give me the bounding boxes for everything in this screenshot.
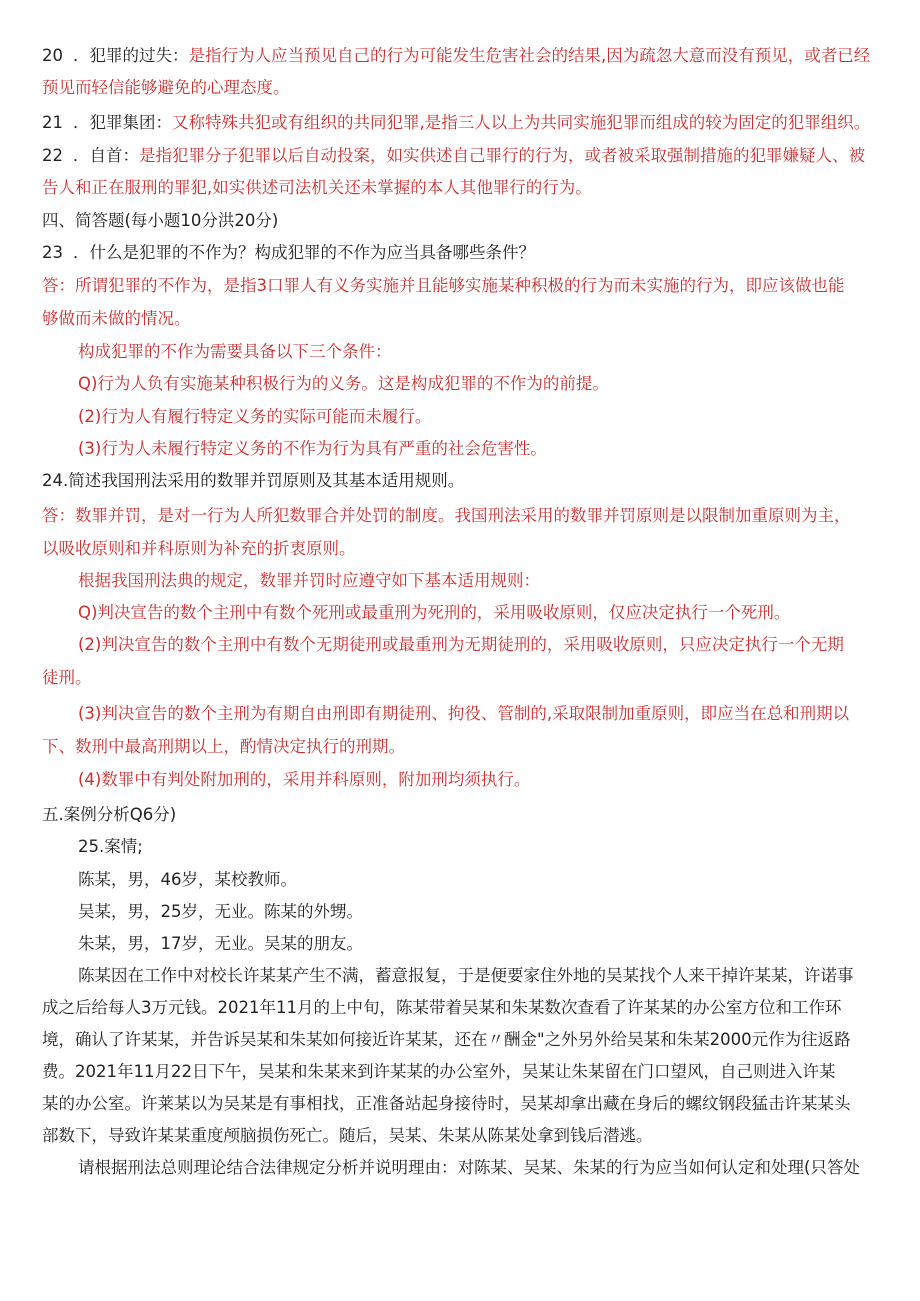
q22-term: ．自首： <box>73 146 139 165</box>
q21-term: ．犯罪集团： <box>73 113 172 132</box>
q23-answer-line3: 构成犯罪的不作为需要具备以下三个条件： <box>78 342 392 361</box>
q24-rule-3a: (3)判决宣告的数个主刑为有期自由刑即有期徒刑、拘役、管制的,采取限制加重原则，即应当在总和刑期以 <box>78 704 850 723</box>
case-story-line3: 境，确认了许某某，并告诉吴某和朱某如何接近许某某，还在〃酬金"之外另外给吴某和朱某2000元作为往返路 <box>42 1030 851 1049</box>
q24-rule-1: Q)判决宣告的数个主刑中有数个死刑或最重刑为死刑的，采用吸收原则，仅应决定执行一个死刑。 <box>78 603 791 622</box>
q23-condition-3: (3)行为人未履行特定义务的不作为行为具有严重的社会危害性。 <box>78 439 547 458</box>
q20-line2: 预见而轻信能够避免的心理态度。 <box>42 78 290 97</box>
q21-definition: 又称特殊共犯或有组织的共同犯罪,是指三人以上为共同实施犯罪而组成的较为固定的犯罪组织。 <box>172 113 871 132</box>
q22-definition: 是指犯罪分子犯罪以后自动投案，如实供述自己罪行的行为，或者被采取强制措施的犯罪嫌疑人、被 <box>139 146 865 165</box>
case-person-1: 陈某，男，46岁，某校教师。 <box>78 870 297 889</box>
section-4-heading: 四、简答题(每小题10分洪20分) <box>42 211 279 230</box>
q24-answer-line2: 以吸收原则和并科原则为补充的折衷原则。 <box>42 539 356 558</box>
case-story-line5: 某的办公室。许莱某以为吴某是有事相找，正准备站起身接待时，吴某却拿出藏在身后的螺纹钢段猛击许某某头 <box>42 1094 851 1113</box>
q20-definition: 是指行为人应当预见自己的行为可能发生危害社会的结果,因为疏忽大意而没有预见，或者已经 <box>188 46 871 65</box>
q24-answer-line1: 答：数罪并罚，是对一行为人所犯数罪合并处罚的制度。我国刑法采用的数罪并罚原则是以限制加重原则为主， <box>42 506 851 525</box>
q23-number: 23 <box>42 243 63 262</box>
q20-line1 <box>42 45 870 67</box>
case-story-line4: 费。2021年11月22日下午，吴某和朱某来到许某某的办公室外，吴某让朱某留在门口望风，自己则进入许某 <box>42 1062 836 1081</box>
case-person-3: 朱某，男，17岁，无业。吴某的朋友。 <box>78 934 363 953</box>
q23-answer-line2: 够做而未做的情况。 <box>42 309 191 328</box>
q23-condition-2: (2)行为人有履行特定义务的实际可能而未履行。 <box>78 407 432 426</box>
q23-question <box>42 242 535 264</box>
q24-rule-3b: 下、数刑中最高刑期以上，酌情决定执行的刑期。 <box>42 737 405 756</box>
case-person-2: 吴某，男，25岁，无业。陈某的外甥。 <box>78 902 363 921</box>
q21-number: 21 <box>42 113 63 132</box>
section-5-heading: 五.案例分析Q6分) <box>42 805 177 824</box>
case-story-line2: 成之后给每人3万元钱。2021年11月的上中旬，陈某带着吴某和朱某数次查看了许某某的办公室方位和工作环 <box>42 998 842 1017</box>
case-story-line1: 陈某因在工作中对校长许某某产生不满，蓄意报复，于是便要家住外地的吴某找个人来干掉许某某，许诺事 <box>78 966 854 985</box>
q21-line1 <box>42 112 870 134</box>
case-title: 25.案情; <box>78 837 143 856</box>
q20-term: ．犯罪的过失： <box>73 46 189 65</box>
q24-question: 24.简述我国刑法采用的数罪并罚原则及其基本适用规则。 <box>42 471 465 490</box>
q24-answer-line3: 根据我国刑法典的规定，数罪并罚时应遵守如下基本适用规则： <box>78 571 540 590</box>
q22-line1 <box>42 145 865 167</box>
q24-rule-4: (4)数罪中有判处附加刑的，采用并科原则，附加刑均须执行。 <box>78 770 531 789</box>
case-question: 请根据刑法总则理论结合法律规定分析并说明理由：对陈某、吴某、朱某的行为应当如何认定和处理(只答处 <box>78 1158 860 1177</box>
q24-rule-2a: (2)判决宣告的数个主刑中有数个无期徒刑或最重刑为无期徒刑的，采用吸收原则，只应决定执行一个无期 <box>78 635 844 654</box>
q22-line2: 告人和正在服刑的罪犯,如实供述司法机关还未掌握的本人其他罪行的行为。 <box>42 178 592 197</box>
q20-number: 20 <box>42 46 63 65</box>
q24-rule-2b: 徒刑。 <box>42 668 92 687</box>
q23-condition-1: Q)行为人负有实施某种积极行为的义务。这是构成犯罪的不作为的前提。 <box>78 374 609 393</box>
q23-question-text: ．什么是犯罪的不作为？构成犯罪的不作为应当具备哪些条件？ <box>73 243 535 262</box>
q23-answer-line1: 答：所谓犯罪的不作为，是指3口罪人有义务实施并且能够实施某种积极的行为而未实施的行为，即应该做也能 <box>42 276 845 295</box>
q22-number: 22 <box>42 146 63 165</box>
case-story-line6: 部数下，导致许某某重度颅脑损伤死亡。随后，吴某、朱某从陈某处拿到钱后潜逃。 <box>42 1126 653 1145</box>
